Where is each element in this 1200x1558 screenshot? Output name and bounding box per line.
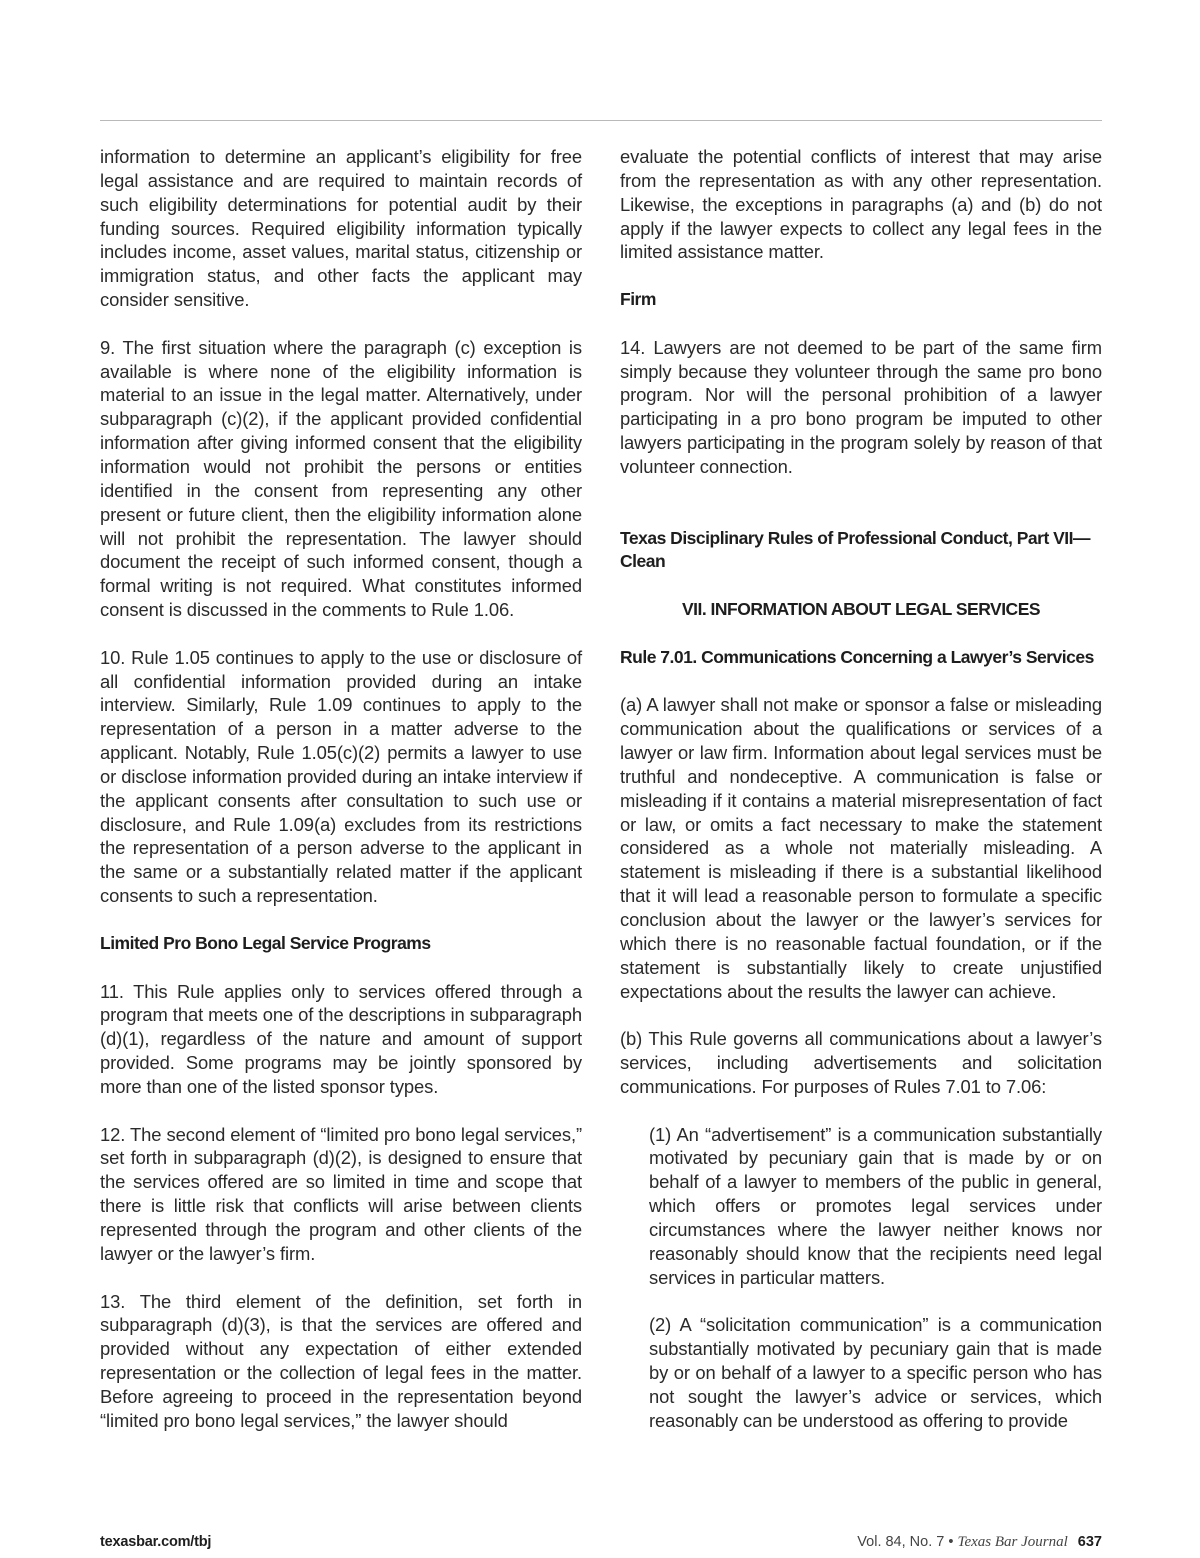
paragraph-rule-7-01-b-1: (1) An “advertisement” is a communication substantially motivated by pecuniary gain that is made by or on behalf of a lawyer to members of the public in general, which offers or promotes legal services under circumstances where the lawyer neither knows nor reasonably should know that the recipients need legal services in particular matters. [649,1123,1102,1288]
heading-part-vii: Texas Disciplinary Rules of Professional Conduct, Part VII—Clean [620,527,1091,572]
footer-page-number: 637 [1077,1534,1102,1550]
paragraph-comment-14: 14. Lawyers are not deemed to be part of the same firm simply because they volunteer through the same pro bono program. Nor will the personal prohibition of a lawyer participating in a pro bono program be imputed to other lawyers participating in the program solely by reason of that volunteer connection. [620,336,1102,477]
page-footer [100,1534,1102,1554]
footer-volume: Vol. 84, No. 7 [857,1534,945,1550]
paragraph-comment-9: 9. The first situation where the paragraph (c) exception is available is where none of the eligibility information is material to an issue in the legal matter. Alternatively, under subparagraph (c)(2), if the applicant provided confidential information after giving informed consent that the eligibility information would not prohibit the persons or entities identified in the consent from representing any other present or future client, then the eligibility information alone will not prohibit the representation. The lawyer should document the receipt of such informed consent, though a formal writing is not required. What constitutes informed consent is discussed in the comments to Rule 1.06. [100,336,582,621]
header-rule [100,120,1102,121]
footer-issue-info [857,1534,1102,1551]
heading-limited-pro-bono: Limited Pro Bono Legal Service Programs [100,932,431,953]
paragraph-comment-11: 11. This Rule applies only to services offered through a program that meets one of the descriptions in subparagraph (d)(1), regardless of the nature and amount of support provided. Some programs may be jointly sponsored by more than one of the listed sponsor types. [100,980,582,1097]
spacer [620,503,1102,527]
paragraph-conflicts-continued: evaluate the potential conflicts of interest that may arise from the representation as with any other representation. Likewise, the exceptions in paragraphs (a) and (b) do not apply if the lawyer expects to collect any legal fees in the limited assistance matter. [620,146,1102,263]
paragraph-rule-7-01-b-2: (2) A “solicitation communication” is a communication substantially motivated by pecuniary gain that is made by or on behalf of a lawyer to a specific person who has not sought the lawyer’s advice or services, which reasonably can be understood as offering to provide [649,1314,1102,1431]
right-column [620,145,1102,1456]
paragraph-eligibility-records: information to determine an applicant’s eligibility for free legal assistance and are required to maintain records of such eligibility determinations for potential audit by their funding sources. Required eligibility information typically includes income, asset values, marital status, citizenship or immigration status, and other facts the applicant may consider sensitive. [100,146,582,311]
footer-journal-name: Texas Bar Journal [957,1534,1068,1550]
paragraph-comment-13: 13. The third element of the definition, set forth in subparagraph (d)(3), is that the services are offered and provided without any expectation of either extended representation or the collection of legal fees in the matter. Before agreeing to proceed in the representation beyond “limited pro bono legal services,” the lawyer should [100,1290,582,1431]
heading-rule-7-01: Rule 7.01. Communications Concerning a Lawyer’s Services [620,646,1094,667]
heading-section-vii: VII. INFORMATION ABOUT LEGAL SERVICES [681,599,1041,620]
heading-firm: Firm [620,289,656,310]
left-column [100,145,582,1456]
paragraph-rule-7-01-b: (b) This Rule governs all communications about a lawyer’s services, including advertisements and solicitation communications. For purposes of Rules 7.01 to 7.06: [620,1028,1102,1097]
paragraph-comment-12: 12. The second element of “limited pro bono legal services,” set forth in subparagraph (d)(2), is designed to ensure that the services offered are so limited in time and scope that there is little risk that conflicts will arise between clients represented through the program and other clients of the lawyer or the lawyer’s firm. [100,1123,582,1264]
paragraph-comment-10: 10. Rule 1.05 continues to apply to the use or disclosure of all confidential information provided during an intake interview. Similarly, Rule 1.09 continues to apply to the representation of a person in a matter adverse to the applicant. Notably, Rule 1.05(c)(2) permits a lawyer to use or disclose information provided during an intake interview if the applicant consents after consultation to such use or disclosure, and Rule 1.09(a) excludes from its restrictions the representation of a person adverse to the applicant in the same or a substantially related matter if the applicant consents to such a representation. [100,646,582,907]
footer-bullet: • [948,1534,954,1550]
footer-site-link[interactable]: texasbar.com/tbj [100,1534,212,1550]
paragraph-rule-7-01-a: (a) A lawyer shall not make or sponsor a false or misleading communication about the qualifications or services of a lawyer or law firm. Information about legal services must be truthful and nondeceptive. A communication is false or misleading if it contains a material misrepresentation of fact or law, or omits a fact necessary to make the statement considered as a whole not materially misleading. A statement is misleading if there is a substantial likelihood that it will lead a reasonable person to formulate a specific conclusion about the lawyer or the lawyer’s services for which there is no reasonable factual foundation, or if the statement is substantially likely to create unjustified expectations about the results the lawyer can achieve. [620,694,1102,1002]
